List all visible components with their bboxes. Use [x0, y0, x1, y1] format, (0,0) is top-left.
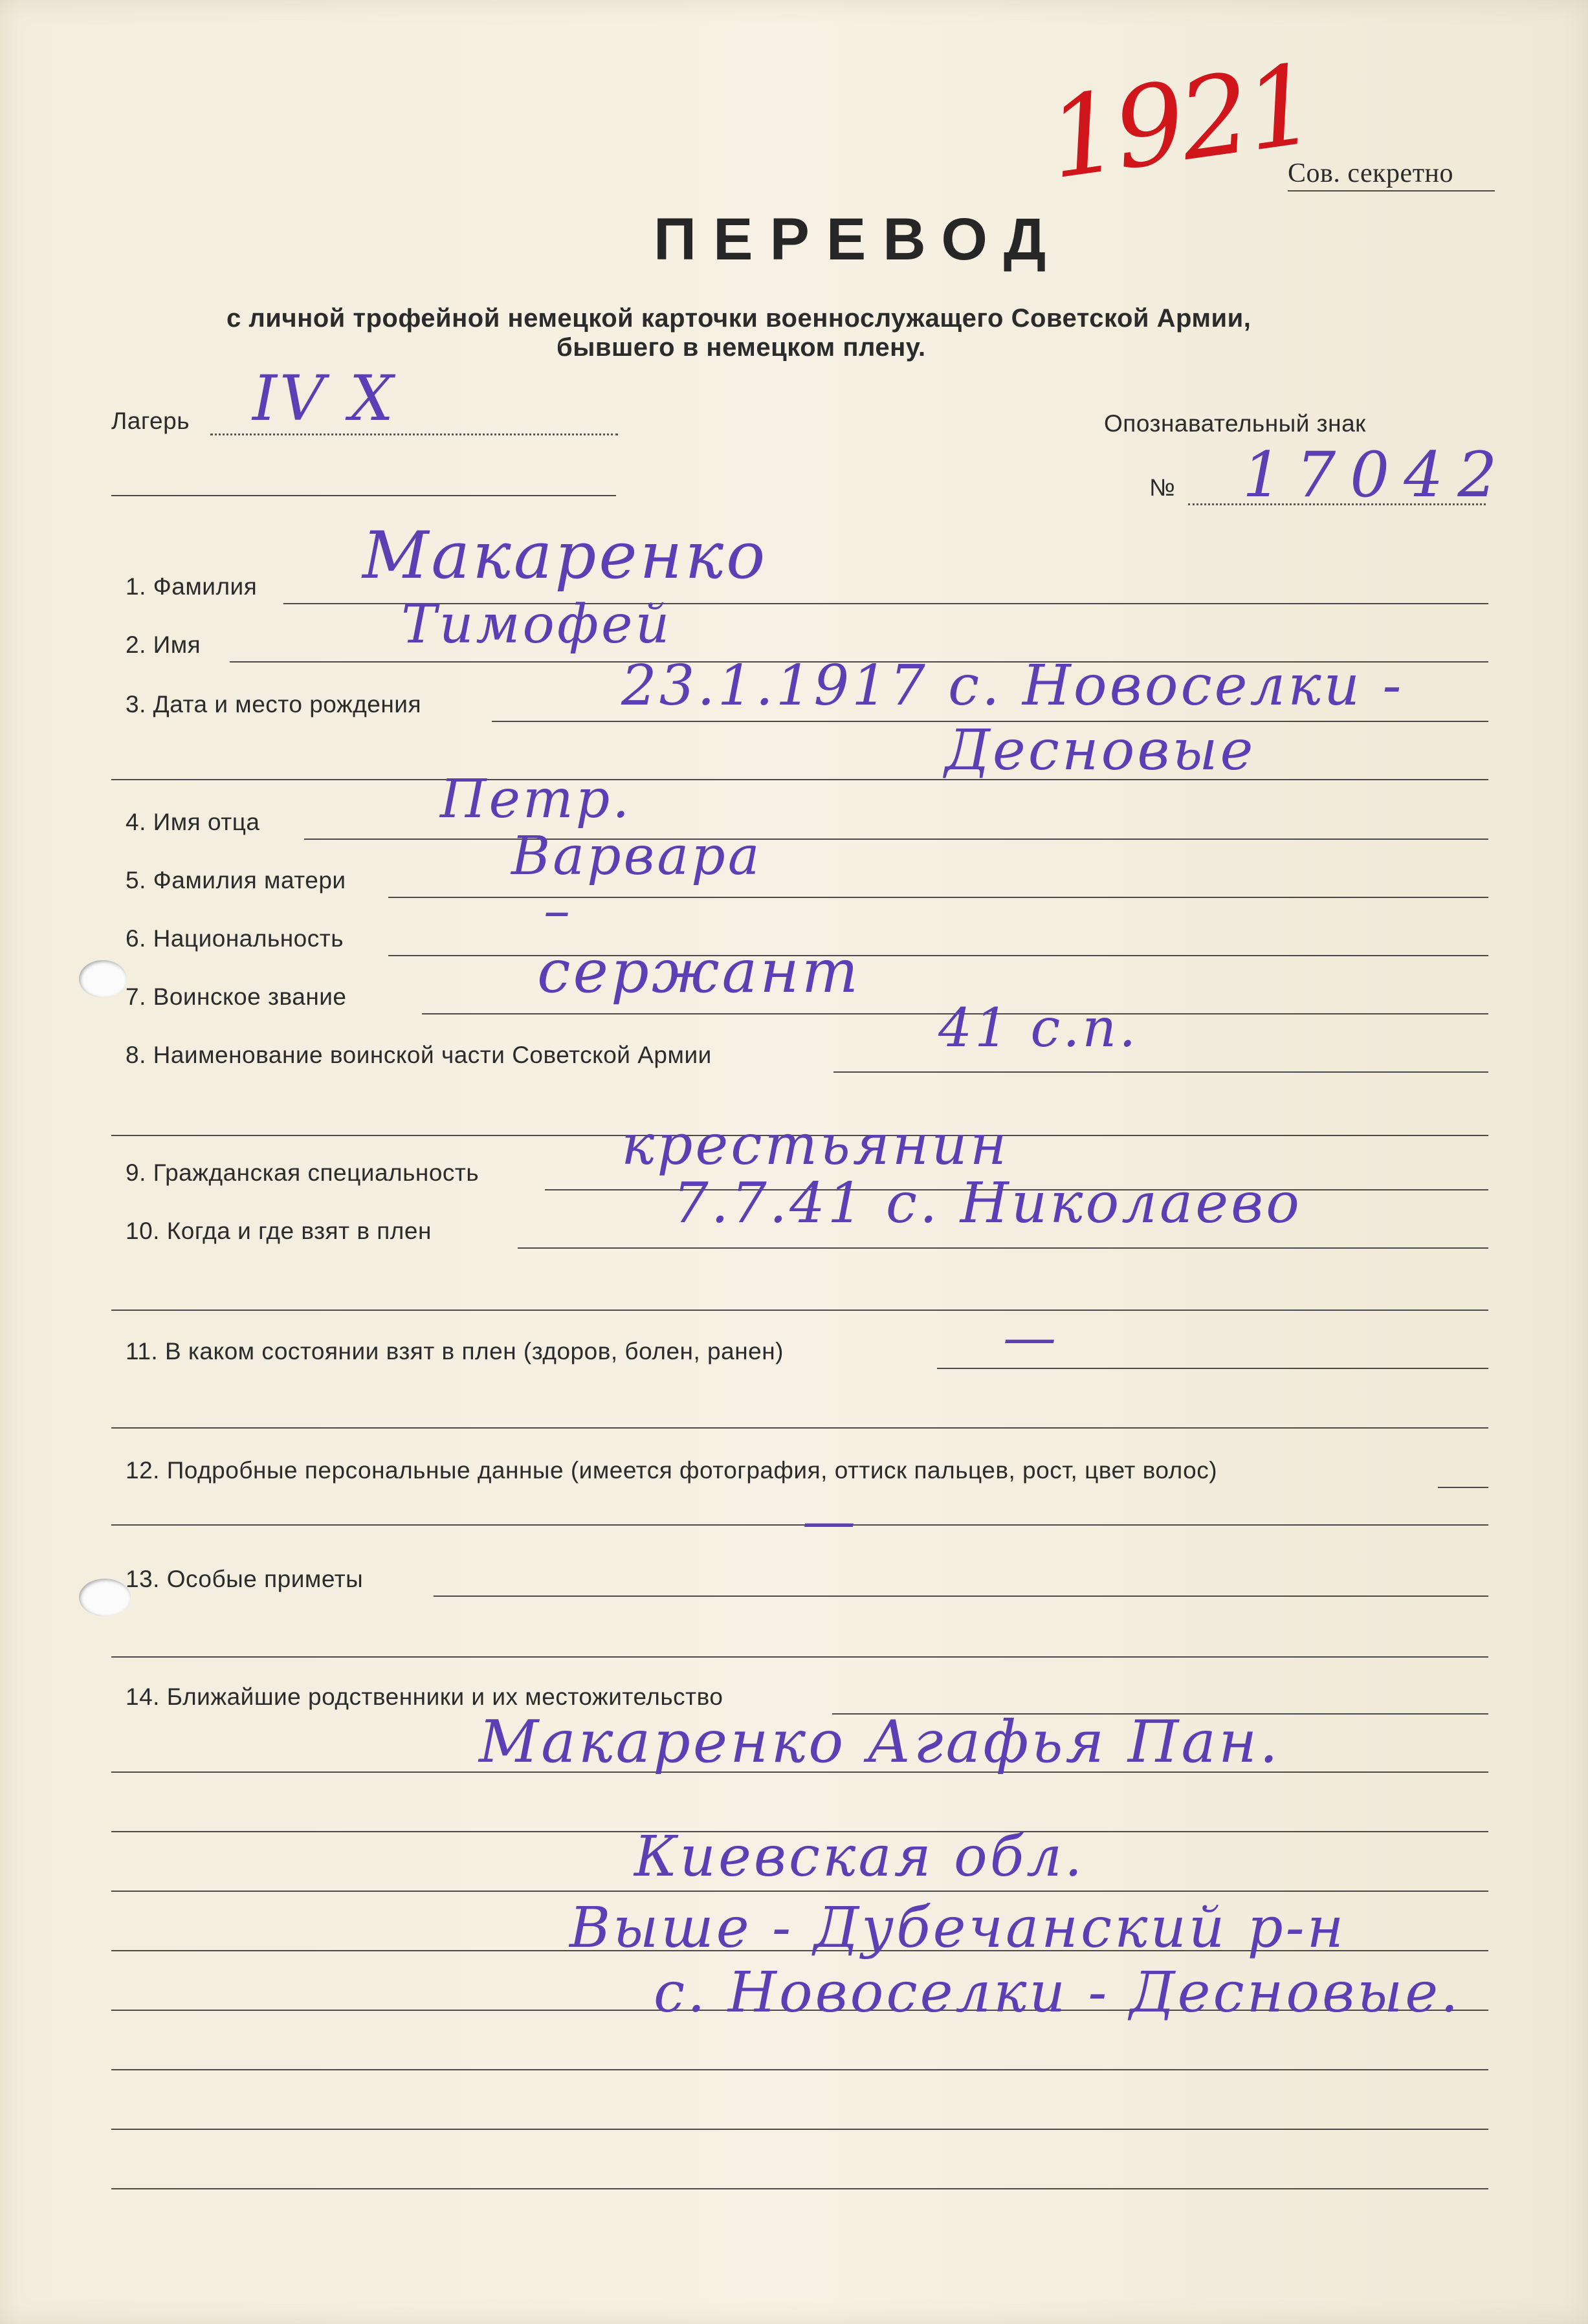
- field-label-personal-data: 12. Подробные персональные данные (имеется фотография, оттиск пальцев, рост, цвет волос): [126, 1457, 1218, 1484]
- field-value-name: Тимофей: [401, 594, 672, 655]
- field-value-father: Петр.: [440, 769, 632, 830]
- relatives-line-8: [111, 2188, 1488, 2189]
- relatives-value-line-4: с. Новоселки - Десновые.: [654, 1960, 1461, 2025]
- document-title: ПЕРЕВОД: [654, 206, 1063, 272]
- field-label-captured: 10. Когда и где взят в плен: [126, 1218, 432, 1244]
- relatives-value-line-2: Киевская обл.: [634, 1825, 1085, 1889]
- id-number-value: 17042: [1242, 439, 1512, 511]
- field-label-condition: 11. В каком состоянии взят в плен (здоров, болен, ранен): [126, 1338, 784, 1365]
- field-label-name: 2. Имя: [126, 631, 201, 658]
- field-label-mother: 5. Фамилия матери: [126, 867, 346, 893]
- field-value-birth-cont: Десновые: [945, 718, 1256, 783]
- field-value-personal-data: —: [802, 1491, 858, 1552]
- field-line-special-marks-cont: [111, 1656, 1488, 1658]
- field-value-occupation: крестьянин: [621, 1113, 1009, 1178]
- field-value-captured: 7.7.41 с. Николаево: [673, 1171, 1302, 1236]
- field-line-personal-data-cont: [111, 1524, 1488, 1526]
- field-label-unit: 8. Наименование воинской части Советской Армии: [126, 1042, 712, 1068]
- field-line-special-marks: [434, 1595, 1488, 1597]
- relatives-line-7: [111, 2129, 1488, 2130]
- classification-label: Сов. секретно: [1288, 159, 1454, 188]
- field-line-father: [304, 839, 1488, 840]
- field-label-father: 4. Имя отца: [126, 809, 260, 835]
- field-line-birth-cont: [111, 779, 1488, 780]
- field-value-condition: —: [1003, 1307, 1059, 1368]
- punch-hole-lower: [79, 1579, 131, 1616]
- field-label-birth: 3. Дата и место рождения: [126, 691, 421, 718]
- field-label-occupation: 9. Гражданская специальность: [126, 1159, 480, 1186]
- field-label-relatives: 14. Ближайшие родственники и их местожительство: [126, 1683, 723, 1710]
- field-line-condition-cont: [111, 1427, 1488, 1429]
- relatives-line-3: [111, 1891, 1488, 1892]
- blank-line-header: [111, 495, 616, 496]
- classification-underline: [1288, 190, 1495, 192]
- field-value-rank: сержант: [537, 937, 861, 1006]
- id-tag-label: Опознавательный знак: [1104, 410, 1366, 437]
- relatives-line-6: [111, 2069, 1488, 2070]
- field-label-special-marks: 13. Особые приметы: [126, 1566, 364, 1592]
- field-label-rank: 7. Воинское звание: [126, 983, 347, 1010]
- field-line-captured: [518, 1247, 1488, 1249]
- camp-value: IV X: [252, 362, 397, 435]
- field-label-nationality: 6. Национальность: [126, 925, 344, 952]
- punch-hole-upper: [79, 960, 127, 998]
- field-value-surname: Макаренко: [362, 518, 768, 593]
- id-number-sign: №: [1149, 474, 1176, 501]
- field-line-unit: [833, 1071, 1488, 1073]
- subtitle-line-1: с личной трофейной немецкой карточки военнослужащего Советской Армии,: [226, 304, 1252, 333]
- relatives-value-line-1: Макаренко Агафья Пан.: [479, 1708, 1281, 1776]
- subtitle-line-2: бывшего в немецком плену.: [557, 333, 926, 362]
- field-line-personal-data: [1438, 1487, 1488, 1488]
- camp-label: Лагерь: [111, 408, 190, 434]
- relatives-value-line-3: Выше - Дубечанский р-н: [569, 1896, 1347, 1960]
- field-value-mother: Варвара: [511, 826, 762, 887]
- field-value-unit: 41 с.п.: [938, 998, 1139, 1059]
- field-value-birth: 23.1.1917 с. Новоселки -: [621, 653, 1404, 718]
- red-handwritten-number: 1921: [1041, 40, 1321, 204]
- field-line-captured-cont: [111, 1310, 1488, 1311]
- field-label-surname: 1. Фамилия: [126, 573, 258, 600]
- field-value-nationality: –: [544, 880, 573, 941]
